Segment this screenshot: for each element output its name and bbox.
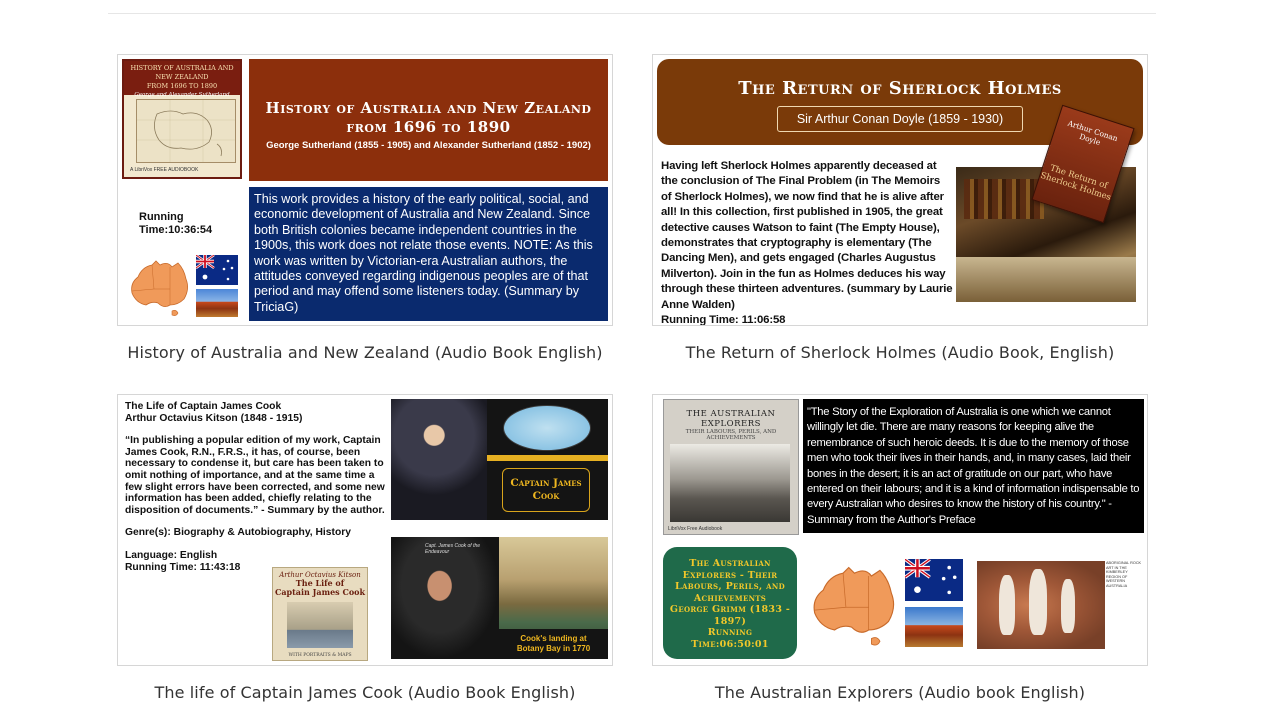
- book-language: Language: English: [125, 549, 218, 561]
- uluru-photo: [196, 289, 238, 317]
- banner-title: The Return of Sherlock Holmes: [738, 78, 1062, 99]
- book-description: [125, 401, 385, 573]
- book-title-link[interactable]: History of Australia and New Zealand (Audio Book English): [127, 343, 603, 362]
- banner-author: Sir Arthur Conan Doyle (1859 - 1930): [777, 106, 1023, 132]
- book-title-link[interactable]: The life of Captain James Cook (Audio Book English): [154, 683, 576, 702]
- book-cover-image: THE AUSTRALIAN EXPLORERS THEIR LABOURS, PERILS, AND ACHIEVEMENTS LibriVox Free Audiobook: [663, 399, 799, 535]
- cook-portrait-image: [391, 399, 487, 520]
- book-thumbnail-sherlock-holmes[interactable]: [652, 54, 1148, 326]
- world-map-image: [487, 399, 608, 455]
- book-cover-image: Arthur Conan Doyle The Return of Sherlock Holmes: [1031, 105, 1134, 224]
- australia-map-icon: [803, 559, 903, 647]
- top-divider: [108, 13, 1156, 14]
- rock-art-photo: [977, 561, 1105, 649]
- title-plate-label: Captain James Cook: [502, 468, 590, 512]
- book-description: This work provides a history of the early political, social, and economic development of Australia and New Zealand. Since both British colonies became independent countries in the 1900s, this work does not relate those events. NOTE: As this work was written by Victorian-era Australian authors, the attitudes conveyed regarding indigenous peoples are of that period and may offend some listeners today. (Summary by TriciaG): [249, 187, 608, 321]
- rock-art-caption: ABORIGINAL ROCK ART IN THE KIMBERLEY REGION OF WESTERN AUSTRALIA: [1106, 561, 1142, 588]
- cook-portrait-image-2: Capt. James Cook of the Endeavour: [391, 537, 499, 659]
- book-author: Arthur Octavius Kitson (1848 - 1915): [125, 412, 303, 424]
- uluru-photo: [905, 607, 963, 647]
- book-quote: “In publishing a popular edition of my work, Captain James Cook, R.N., F.R.S., it has, of course, been necessary to condense it, but care has been taken to omit nothing of importance, and at the same time a few slight errors have been corrected, and some new information has been added, chiefly relating to the disposition of documents.” - Summary by the author.: [125, 435, 385, 516]
- book-description: "The Story of the Exploration of Australia is one which we cannot willingly let die. There are many reasons for keeping alive the remembrance of such heroic deeds. It is due to the memory of those men who took their lives in their hands, and, in many cases, laid their bones in the desert; it is an act of gratitude on our part, who have entered on their labours; and it is a kind of information indispensable to every Australian who desires to know the history of his country." - Summary from the Author's Preface: [803, 399, 1144, 533]
- cover-title: HISTORY OF AUSTRALIA AND NEW ZEALAND FROM 1696 TO 1890 George and Alexander Sutherland: [124, 61, 240, 95]
- cover-publisher: A LibriVox FREE AUDIOBOOK: [130, 167, 199, 173]
- banner-authors: George Sutherland (1855 - 1905) and Alexander Sutherland (1852 - 1902): [266, 140, 591, 151]
- running-time: Running Time: 11:43:18: [125, 561, 241, 573]
- book-description: Having left Sherlock Holmes apparently deceased at the conclusion of The Final Problem (in The Memoirs of Sherlock Holmes), we now find that he is alive after all! In this collection, first published in 1905, the great detective causes Watson to faint (The Empty House), demonstrates that cryptography is elementary (The Dancing Men), and gets engaged (Charles Augustus Milverton). Join in the fun as Holmes deduces his way through these thirteen adventures. (summary by Laurie Anne Walden) Running Time: 11:06:58: [661, 160, 953, 326]
- australia-map-icon: [124, 255, 194, 317]
- running-time: Running Time: 11:06:58: [661, 314, 786, 326]
- title-plate: [487, 461, 608, 520]
- map-illustration: [136, 99, 236, 163]
- australia-flag-icon: [196, 255, 238, 285]
- book-title-link[interactable]: The Australian Explorers (Audio book English): [714, 683, 1086, 702]
- banner-title-line2: from 1696 to 1890: [346, 118, 511, 136]
- book-title-link[interactable]: The Return of Sherlock Holmes (Audio Book, English): [685, 343, 1115, 362]
- banner-title-line1: History of Australia and New Zealand: [265, 99, 592, 117]
- title-banner: [249, 59, 608, 181]
- book-thumbnail-captain-cook[interactable]: [117, 394, 613, 666]
- running-time: Running Time:10:36:54: [139, 211, 213, 236]
- book-cover-image: Arthur Octavius Kitson The Life of Captain James Cook WITH PORTRAITS & MAPS: [272, 567, 368, 661]
- book-heading: The Life of Captain James Cook: [125, 401, 282, 412]
- book-cover-image: [122, 59, 242, 179]
- botany-bay-painting: Cook's landing at Botany Bay in 1770: [499, 537, 608, 659]
- book-thumbnail-australian-explorers[interactable]: [652, 394, 1148, 666]
- title-badge: The Australian Explorers - Their Labours, Perils, and Achievements George Grimm (1833 - 1897) Running Time:06:50:01: [663, 547, 797, 659]
- book-thumbnail-history-australia[interactable]: [117, 54, 613, 326]
- australia-flag-icon: [905, 559, 963, 601]
- book-genres: Genre(s): Biography & Autobiography, History: [125, 527, 351, 539]
